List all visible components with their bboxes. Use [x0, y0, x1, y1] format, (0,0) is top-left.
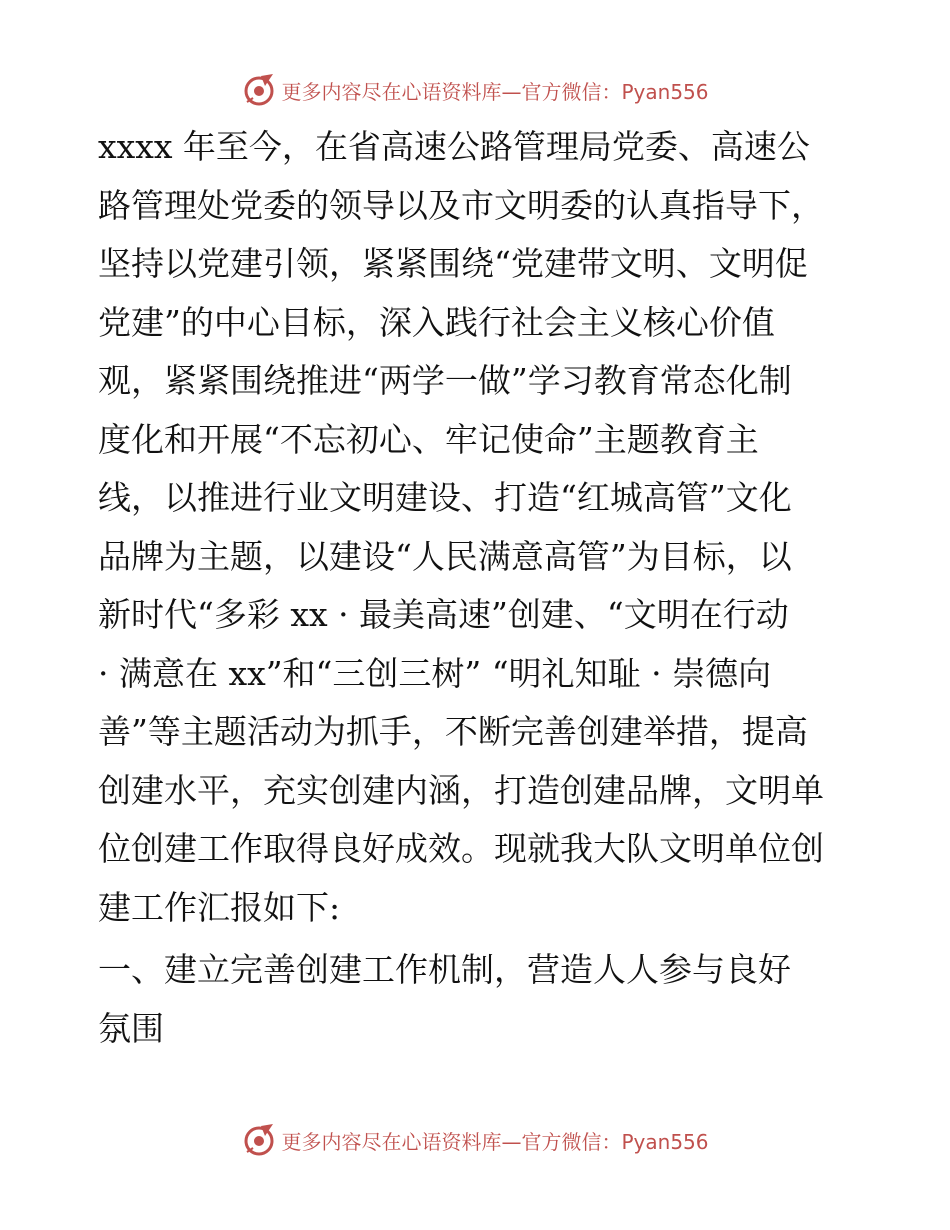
text-line: 新时代“多彩 xx · 最美高速”创建、“文明在行动	[98, 595, 789, 634]
watermark-text: 更多内容尽在心语资料库—官方微信：Pyan556	[281, 1129, 709, 1154]
watermark-text: 更多内容尽在心语资料库—官方微信：Pyan556	[281, 79, 709, 104]
section-heading	[98, 941, 858, 1058]
text-line: 度化和开展“不忘初心、牢记使命”主题教育主	[98, 419, 759, 459]
text-line: xxxx 年至今，在省高速公路管理局党委、高速公	[98, 127, 810, 166]
text-line: 党建”的中心目标，深入践行社会主义核心价值	[98, 302, 775, 342]
text-line: 建工作汇报如下:	[98, 887, 341, 927]
intro-paragraph	[98, 118, 858, 937]
text-line: 位创建工作取得良好成效。现就我大队文明单位创	[98, 829, 824, 868]
text-line: 路管理处党委的领导以及市文明委的认真指导下，	[98, 185, 824, 225]
pen-logo-icon	[241, 1122, 277, 1158]
text-line: · 满意在 xx”和“三创三树” “明礼知耻 · 崇德向	[98, 653, 772, 693]
text-line: 观，紧紧围绕推进“两学一做”学习教育常态化制	[98, 361, 792, 400]
text-line: 线，以推进行业文明建设、打造“红城高管”文化	[98, 478, 792, 517]
document-body	[98, 118, 858, 1058]
text-line: 氛围	[98, 1008, 164, 1048]
text-line: 一、建立完善创建工作机制，营造人人参与良好	[98, 950, 791, 989]
header-watermark-banner	[0, 70, 950, 110]
footer-watermark-banner	[0, 1120, 950, 1160]
text-line: 坚持以党建引领，紧紧围绕“党建带文明、文明促	[98, 244, 808, 283]
text-line: 创建水平，充实创建内涵，打造创建品牌，文明单	[98, 770, 824, 810]
text-line: 善”等主题活动为抓手，不断完善创建举措，提高	[98, 712, 808, 751]
pen-logo-icon	[241, 72, 277, 108]
text-line: 品牌为主题，以建设“人民满意高管”为目标，以	[98, 536, 792, 576]
